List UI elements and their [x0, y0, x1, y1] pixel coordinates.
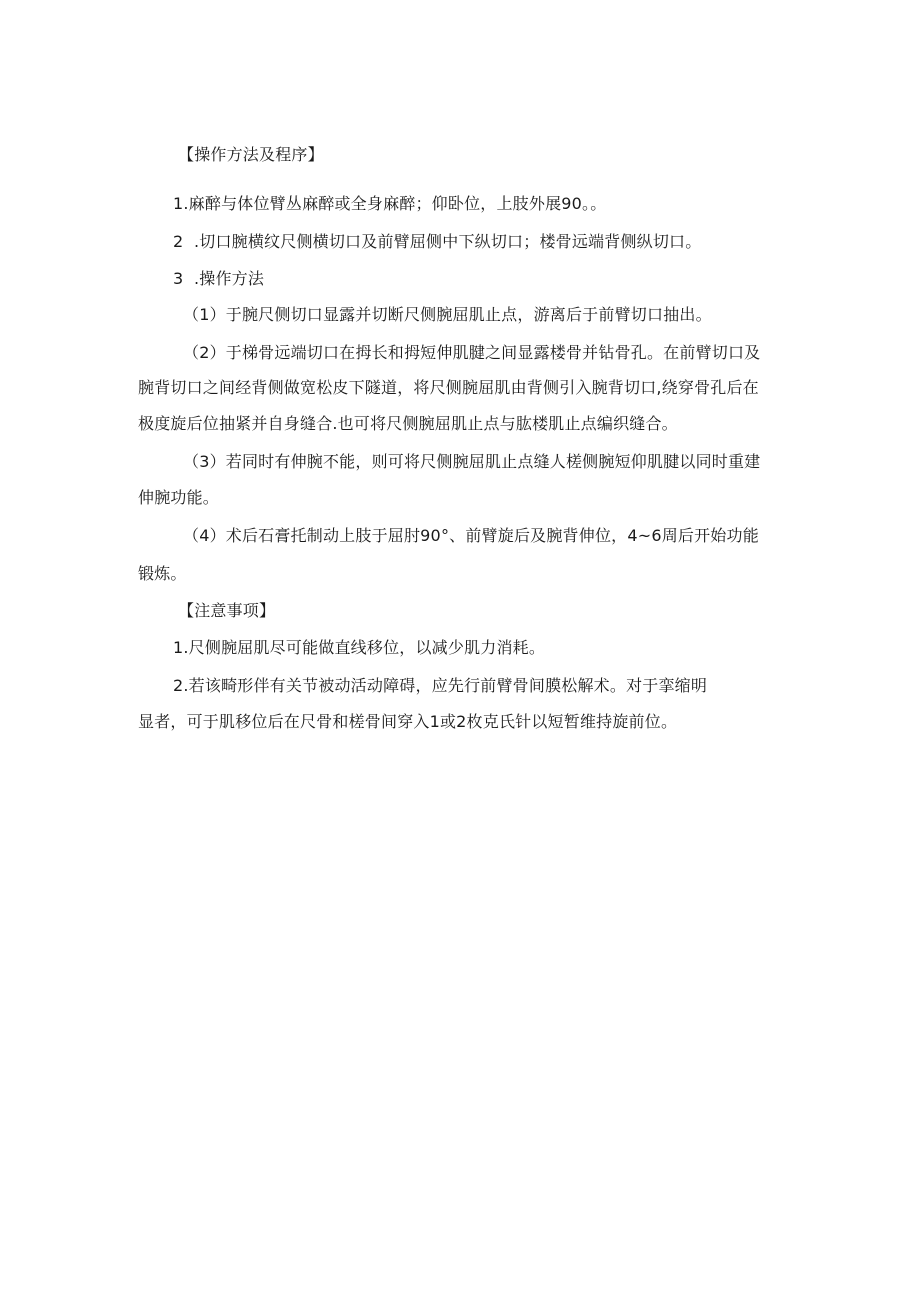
method-step-4-line-2: 锻炼。 — [138, 564, 187, 583]
method-item-2: 2 .切口腕横纹尺侧横切口及前臂屈侧中下纵切口；楼骨远端背侧纵切口。 — [173, 232, 702, 251]
section-heading-method: 【操作方法及程序】 — [178, 145, 324, 164]
method-step-2-line-2: 腕背切口之间经背侧做宽松皮下隧道，将尺侧腕屈肌由背侧引入腕背切口,绕穿骨孔后在 — [138, 378, 759, 397]
method-step-2-line-3: 极度旋后位抽紧并自身缝合.也可将尺侧腕屈肌止点与肱楼肌止点编织缝合。 — [138, 414, 678, 433]
method-step-4-line-1: （4）术后石膏托制动上肢于屈肘90°、前臂旋后及腕背伸位，4~6周后开始功能 — [183, 526, 759, 545]
notes-item-1: 1.尺侧腕屈肌尽可能做直线移位，以减少肌力消耗。 — [173, 638, 546, 657]
method-item-1: 1.麻醉与体位臂丛麻醉或全身麻醉；仰卧位，上肢外展90。。 — [173, 194, 607, 213]
notes-item-2-line-2: 显者，可于肌移位后在尺骨和槎骨间穿入1或2枚克氏针以短暂维持旋前位。 — [138, 712, 678, 731]
section-heading-notes: 【注意事项】 — [178, 601, 276, 620]
method-step-1: （1）于腕尺侧切口显露并切断尺侧腕屈肌止点，游离后于前臂切口抽出。 — [183, 305, 712, 324]
method-step-3-line-1: （3）若同时有伸腕不能，则可将尺侧腕屈肌止点缝人槎侧腕短仰肌腱以同时重建 — [183, 452, 761, 471]
method-step-3-line-2: 伸腕功能。 — [138, 488, 220, 507]
notes-item-2-line-1: 2.若该畸形伴有关节被动活动障碍，应先行前臂骨间膜松解术。对于挛缩明 — [173, 676, 708, 695]
method-item-3: 3 .操作方法 — [173, 269, 265, 288]
method-step-2-line-1: （2）于梯骨远端切口在拇长和拇短伸肌腱之间显露楼骨并钻骨孔。在前臂切口及 — [183, 343, 761, 362]
